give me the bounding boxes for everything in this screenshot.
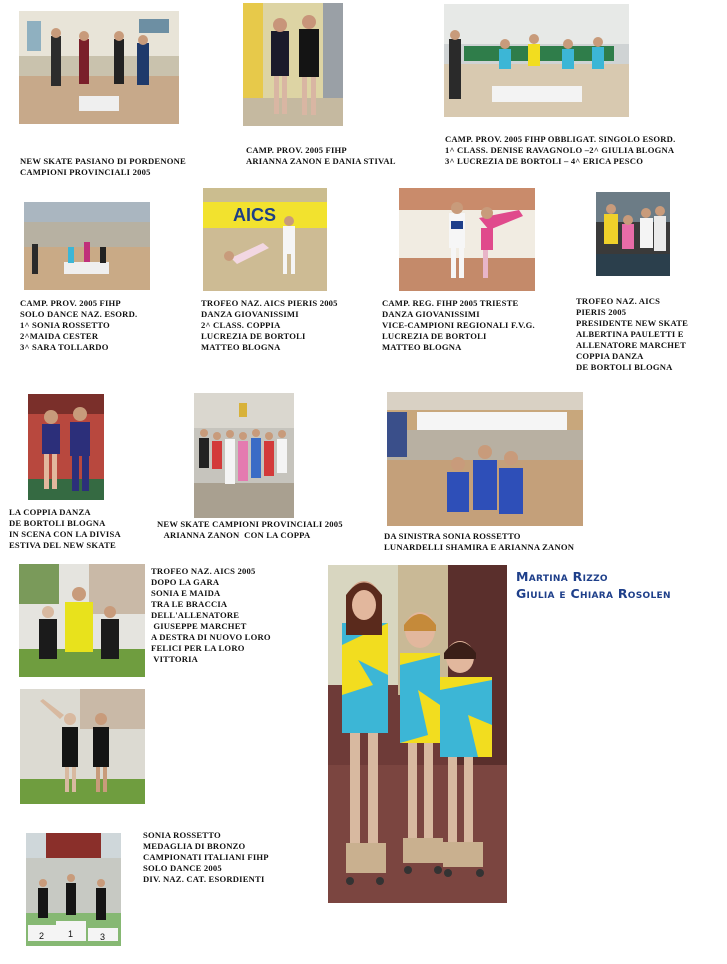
podium-number-1: 1 xyxy=(68,929,74,939)
photo-three-girls-costumes xyxy=(328,565,507,903)
photo-coach-two-girls xyxy=(19,564,145,677)
caption-medaglia-bronzo: SONIA ROSSETTO MEDAGLIA DI BRONZO CAMPIONATI ITALIANI FIHP SOLO DANCE 2005 DIV. NAZ. CAT. ESORDIENTI xyxy=(143,830,269,884)
caption-solo-dance-esord: CAMP. PROV. 2005 FIHP SOLO DANCE NAZ. ESORD. 1^ SONIA ROSSETTO 2^MAIDA CESTER 3^ SARA TOLLARDO xyxy=(20,298,138,352)
photo-bronze-medal-podium xyxy=(26,833,121,946)
photo-president-couple xyxy=(596,192,670,276)
photo-three-girls-gym xyxy=(387,392,583,526)
caption-trofeo-presidente: TROFEO NAZ. AICS PIERIS 2005 PRESIDENTE NEW SKATE ALBERTINA PAULETTI E ALLENATORE MARCHET COPPIA DANZA DE BORTOLI BLOGNA xyxy=(576,296,689,372)
aics-sign: AICS xyxy=(233,205,277,225)
podium-number-2: 2 xyxy=(39,931,45,941)
caption-camp-prov-zanon-stival: CAMP. PROV. 2005 FIHP ARIANNA ZANON E DANIA STIVAL xyxy=(246,145,396,166)
caption-trofeo-aics-pieris: TROFEO NAZ. AICS PIERIS 2005 DANZA GIOVANISSIMI 2^ CLASS. COPPIA LUCREZIA DE BORTOLI MATTEO BLOGNA xyxy=(201,298,338,352)
photo-couple-summer-uniform xyxy=(28,394,104,500)
caption-coppia-danza-divisa: LA COPPIA DANZA DE BORTOLI BLOGNA IN SCENA CON LA DIVISA ESTIVA DEL NEW SKATE xyxy=(9,507,121,550)
big-photo-names xyxy=(516,568,671,602)
name-martina-rizzo: Martina Rizzo xyxy=(516,569,608,584)
photo-two-skaters xyxy=(243,3,343,126)
photo-podium-group xyxy=(19,11,179,124)
photo-trieste-dance-pair xyxy=(399,188,535,291)
caption-camp-prov-obbligat: CAMP. PROV. 2005 FIHP OBBLIGAT. SINGOLO ESORD. 1^ CLASS. DENISE RAVAGNOLO –2^ GIULIA BLOGNA 3^ LUCREZIA DE BORTOLI – 4^ ERICA PESCO xyxy=(445,134,676,166)
caption-zanon-coppa: NEW SKATE CAMPIONI PROVINCIALI 2005 ARIANNA ZANON CON LA COPPA xyxy=(157,519,343,540)
caption-new-skate-provincial: NEW SKATE PASIANO DI PORDENONE CAMPIONI PROVINCIALI 2005 xyxy=(20,156,186,177)
podium-number-3: 3 xyxy=(100,932,106,942)
photo-group-with-cup xyxy=(194,393,294,518)
photo-podium-four-girls xyxy=(444,4,629,117)
photo-two-girls-happy xyxy=(20,689,145,804)
photo-rink-podium xyxy=(24,202,150,290)
caption-rossetto-lunardelli-zanon: DA SINISTRA SONIA ROSSETTO LUNARDELLI SHAMIRA E ARIANNA ZANON xyxy=(384,531,575,552)
photo-aics-dance-pair xyxy=(203,188,327,291)
caption-dopo-la-gara: TROFEO NAZ. AICS 2005 DOPO LA GARA SONIA E MAIDA TRA LE BRACCIA DELL'ALLENATORE GIUSEPPE MARCHET A DESTRA DI NUOVO LORO FELICI PER LA LORO VITTORIA xyxy=(151,566,271,664)
name-giulia-chiara-rosolen: Giulia e Chiara Rosolen xyxy=(516,586,671,601)
caption-camp-reg-trieste: CAMP. REG. FIHP 2005 TRIESTE DANZA GIOVANISSIMI VICE-CAMPIONI REGIONALI F.V.G. LUCREZIA DE BORTOLI MATTEO BLOGNA xyxy=(382,298,535,352)
